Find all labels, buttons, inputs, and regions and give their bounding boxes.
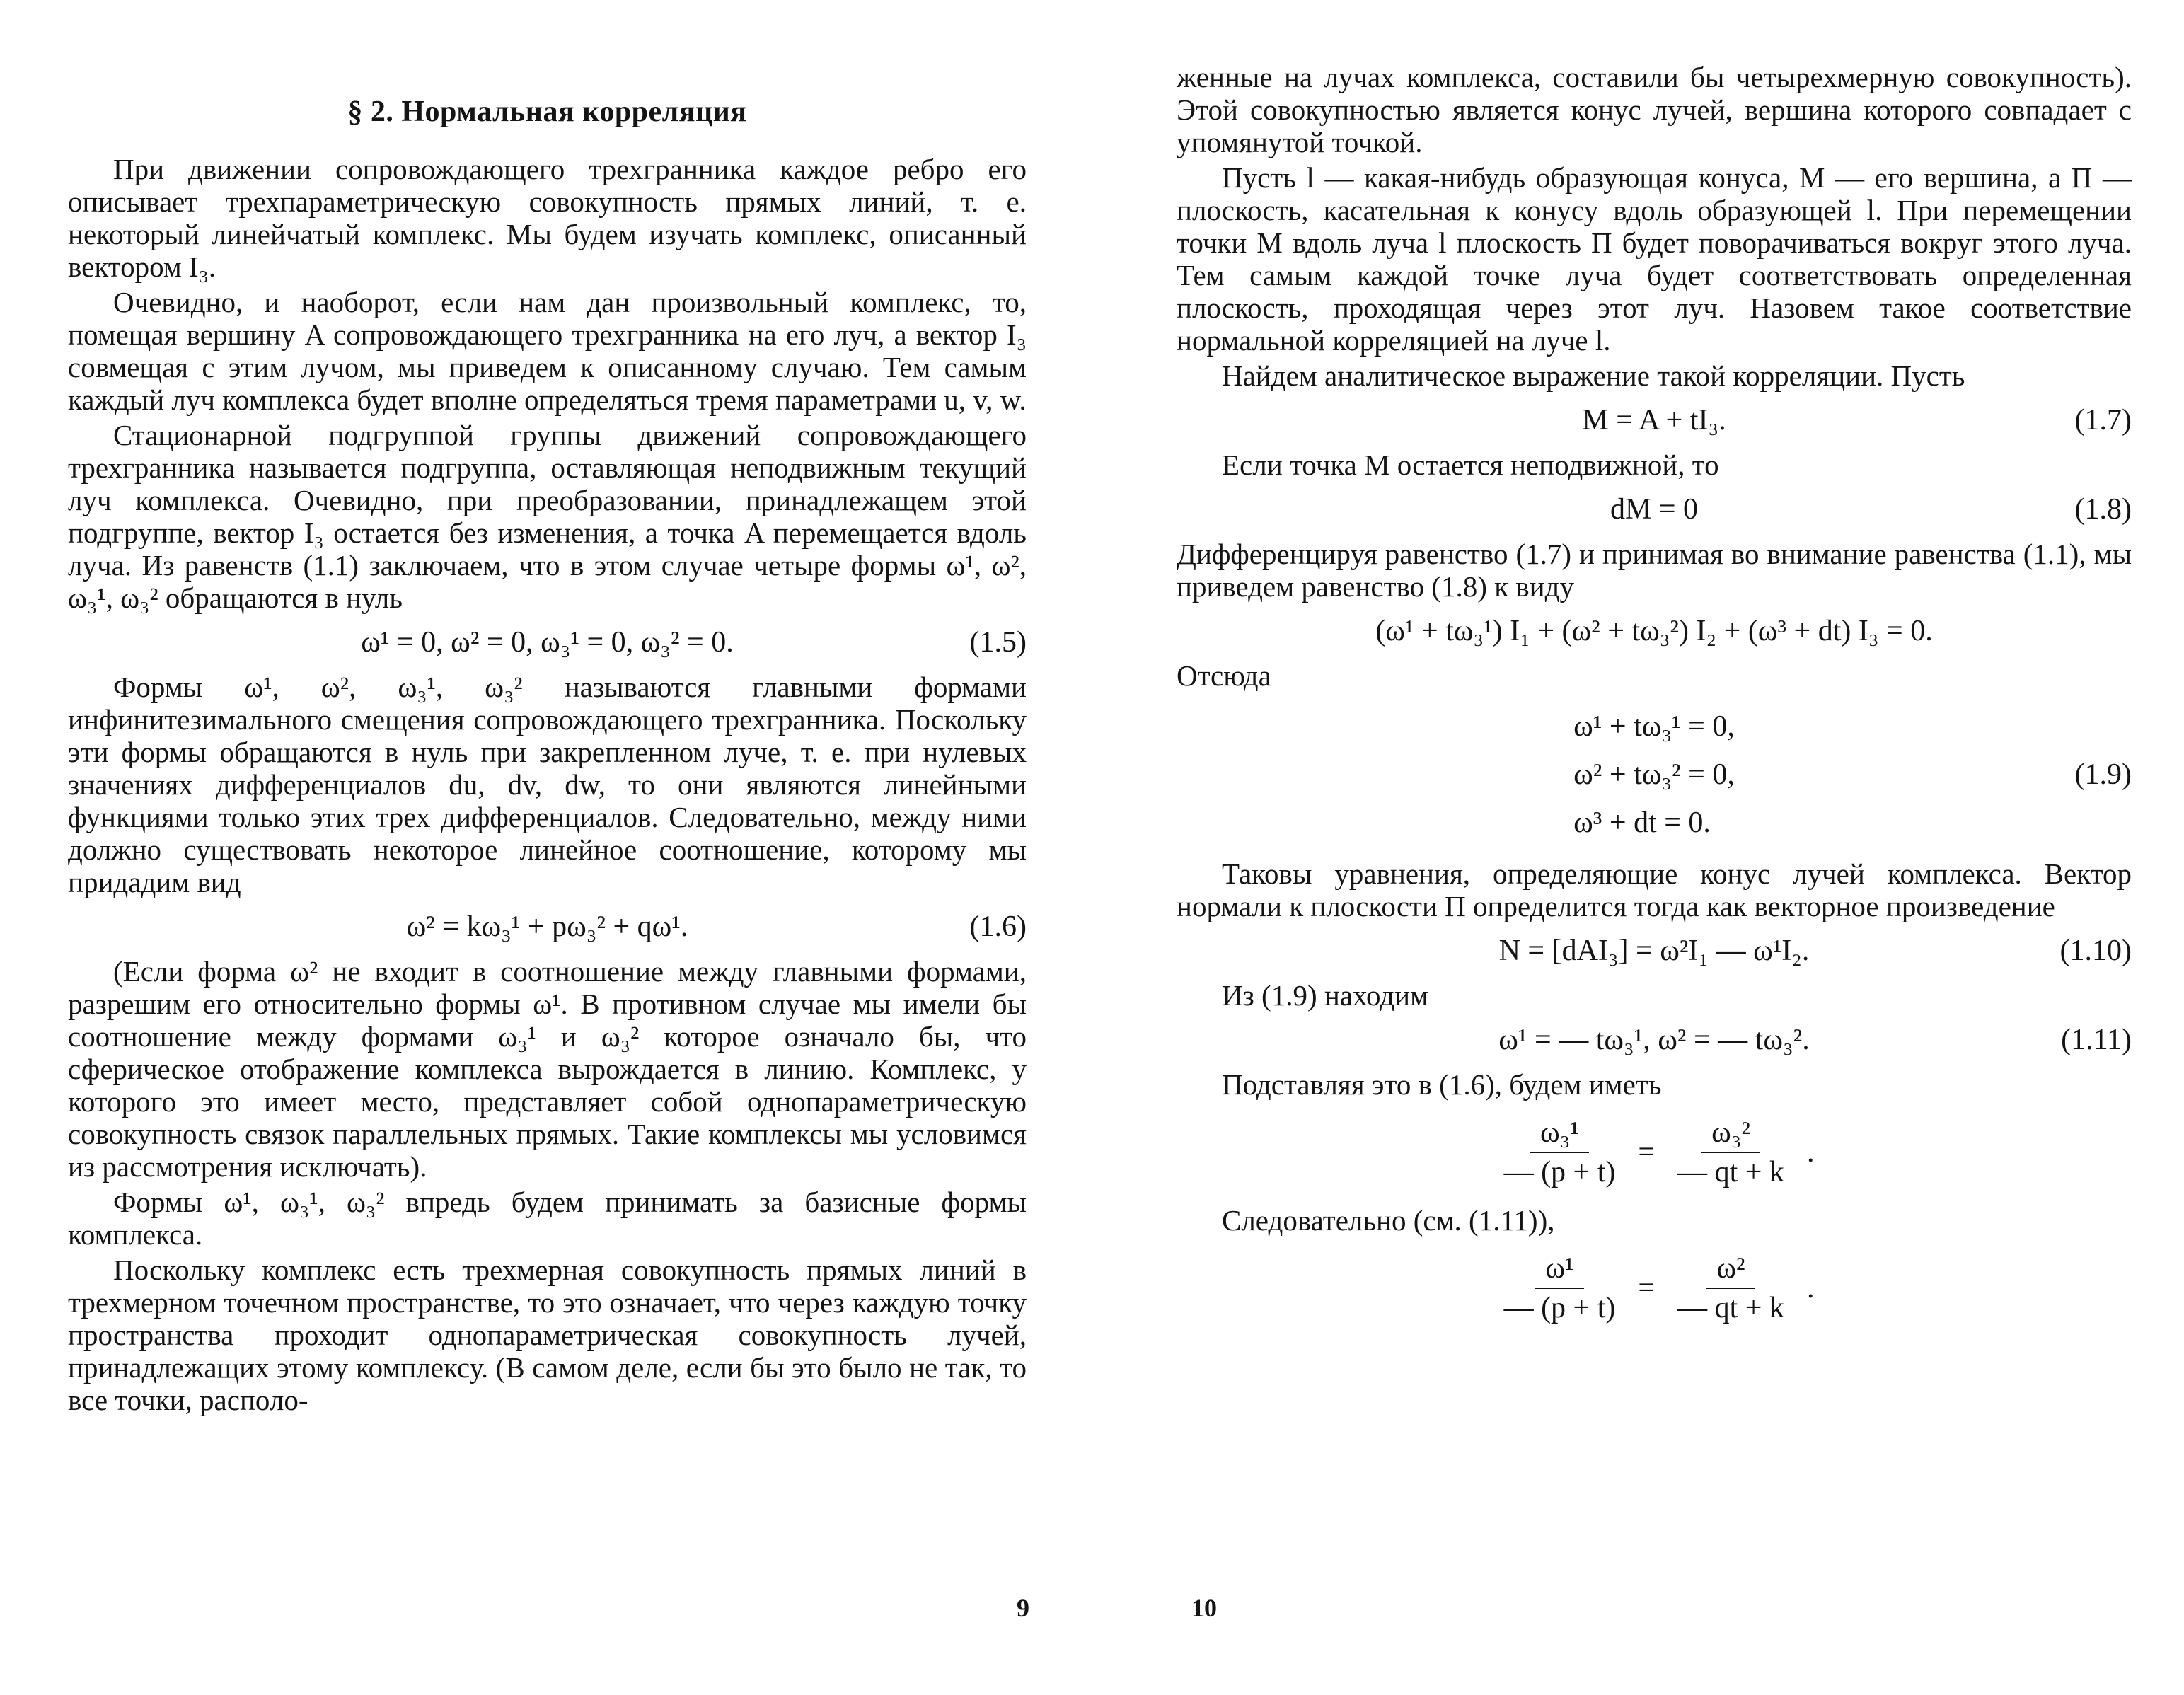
- paragraph: Стационарной подгруппой группы движений сопровождающего трехгранника называется подгруппа, оставляющая неподвижным текущий луч комплекса. Очевидно, при преобразовании, принадлежащем этой подгруппе, вектор I₃ остается без изменения, а точка A перемещается вдоль луча. Из равенств (1.1) заключаем, что в этом случае четыре формы ω¹, ω², ω₃¹, ω₃² обращаются в нуль: [68, 419, 1027, 614]
- equation-line: ω² + tω₃² = 0,: [1573, 758, 1735, 791]
- paragraph: При движении сопровождающего трехгранника каждое ребро его описывает трехпараметрическую совокупность прямых линий, т. е. некоторый линейчатый комплекс. Мы будем изучать комплекс, описанный вектором I₃.: [68, 153, 1027, 283]
- equation-formula: N = [dAI₃] = ω²I₁ — ω¹I₂.: [1498, 935, 1810, 967]
- equation-1-10: [1177, 932, 2132, 969]
- paragraph: Из (1.9) находим: [1222, 979, 1429, 1012]
- paragraph: Найдем аналитическое выражение такой корреляции. Пусть: [1222, 359, 1965, 392]
- equation-1-8: [1177, 491, 2132, 528]
- equation-number: (1.9): [2074, 758, 2132, 791]
- page-column: [1177, 61, 2132, 1324]
- equation-differential: [1177, 613, 2132, 649]
- numerator: ω²: [1706, 1252, 1755, 1289]
- denominator: — (p + t): [1503, 1156, 1616, 1188]
- equation-number: (1.8): [2074, 493, 2132, 526]
- page-right: [1092, 0, 2184, 1695]
- paragraph: Отсюда: [1177, 659, 1271, 692]
- equation-system: [1573, 710, 1735, 839]
- equation-1-9: [1177, 710, 2132, 839]
- page-number-left: 9: [1017, 1594, 1029, 1622]
- equation-formula: ω¹ = 0, ω² = 0, ω₃¹ = 0, ω₃² = 0.: [361, 626, 734, 659]
- equation-line: ω³ + dt = 0.: [1573, 806, 1711, 839]
- equation-1-6: [68, 908, 1027, 945]
- fraction-equation-2: [1177, 1252, 2132, 1324]
- fraction: [1668, 1252, 1794, 1324]
- paragraph: Дифференцируя равенство (1.7) и принимая во внимание равенства (1.1), мы приведем равенство (1.8) к виду: [1177, 538, 2132, 603]
- paragraph: Очевидно, и наоборот, если нам дан произвольный комплекс, то, помещая вершину A сопровождающего трехгранника на его луч, а вектор I₃ совмещая с этим лучом, мы приведем к описанному случаю. Тем самым каждый луч комплекса будет вполне определяться тремя параметрами u, v, w.: [68, 286, 1027, 416]
- equation-formula: M = A + tI₃.: [1582, 404, 1726, 436]
- paragraph: Формы ω¹, ω², ω₃¹, ω₃² называются главными формами инфинитезимального смещения сопровождающего трехгранника. Поскольку эти формы обращаются в нуль при закрепленном луче, т. е. при нулевых значениях дифференциалов du, dv, dw, то они являются линейными функциями только этих трех дифференциалов. Следовательно, между ними должно существовать некоторое линейное соотношение, которому мы придадим вид: [68, 671, 1027, 898]
- fraction: [1494, 1116, 1626, 1188]
- denominator: — qt + k: [1677, 1156, 1784, 1188]
- fraction: [1494, 1252, 1626, 1324]
- equation-number: (1.11): [2061, 1024, 2132, 1056]
- equation-line: ω¹ + tω₃¹ = 0,: [1573, 710, 1735, 743]
- equation-1-7: [1177, 402, 2132, 439]
- paragraph: Поскольку комплекс есть трехмерная совокупность прямых линий в трехмерном точечном пространстве, то это означает, что через каждую точку пространства проходит однопараметрическая совокупность лучей, принадлежащих этому комплексу. (В самом деле, если бы это было не так, то все точки, располо-: [68, 1254, 1027, 1416]
- denominator: — qt + k: [1677, 1292, 1784, 1324]
- numerator: ω₃¹: [1530, 1116, 1589, 1153]
- equation-1-5: [68, 624, 1027, 661]
- equals-sign: =: [1638, 1272, 1656, 1304]
- paragraph: Таковы уравнения, определяющие конус лучей комплекса. Вектор нормали к плоскости П определится тогда как векторное произведение: [1177, 857, 2132, 922]
- paragraph: Пусть l — какая-нибудь образующая конуса, M — его вершина, а П — плоскость, касательная к конусу вдоль образующей l. При перемещении точки M вдоль луча l плоскость П будет поворачиваться вокруг этого луча. Тем самым каждой точке луча будет соответствовать определенная плоскость, проходящая через этот луч. Назовем такое соответствие нормальной корреляцией на луче l.: [1177, 161, 2132, 357]
- numerator: ω₃²: [1701, 1116, 1760, 1153]
- paragraph: (Если форма ω² не входит в соотношение между главными формами, разрешим его относительно формы ω¹. В противном случае мы имели бы соотношение между формами ω₃¹ и ω₃² которое означало бы, что сферическое отображение комплекса вырождается в линию. Комплекс, у которого это имеет место, представляет собой однопараметрическую совокупность связок параллельных прямых. Такие комплексы мы условимся из рассмотрения исключать).: [68, 955, 1027, 1183]
- fraction-row: [1494, 1116, 1815, 1188]
- paragraph: Если точка M остается неподвижной, то: [1222, 449, 1719, 481]
- denominator: — (p + t): [1503, 1292, 1616, 1324]
- period: .: [1806, 1136, 1815, 1169]
- equation-formula: ω¹ = — tω₃¹, ω² = — tω₃².: [1498, 1024, 1810, 1056]
- equation-number: (1.5): [969, 626, 1027, 659]
- equation-number: (1.6): [969, 910, 1027, 943]
- paragraph: Следовательно (см. (1.11)),: [1222, 1204, 1555, 1237]
- equation-number: (1.10): [2059, 935, 2132, 967]
- paragraph: Формы ω¹, ω₃¹, ω₃² впредь будем принимать за базисные формы комплекса.: [68, 1186, 1027, 1251]
- equation-formula: dM = 0: [1610, 493, 1699, 526]
- fraction-equation-1: [1177, 1116, 2132, 1188]
- fraction-row: [1494, 1252, 1815, 1324]
- equation-formula: ω² = kω₃¹ + pω₃² + qω¹.: [406, 910, 688, 943]
- equals-sign: =: [1638, 1136, 1656, 1169]
- section-heading: § 2. Нормальная корреляция: [347, 96, 747, 128]
- numerator: ω¹: [1535, 1252, 1583, 1289]
- equation-formula: (ω¹ + tω₃¹) I₁ + (ω² + tω₃²) I₂ + (ω³ + dt) I₃ = 0.: [1375, 615, 1933, 647]
- equation-1-11: [1177, 1022, 2132, 1058]
- page-number-right: 10: [1191, 1594, 1217, 1622]
- equation-number: (1.7): [2074, 404, 2132, 436]
- fraction: [1668, 1116, 1794, 1188]
- paragraph: женные на лучах комплекса, составили бы четырехмерную совокупность). Этой совокупностью является конус лучей, вершина которого совпадает с упомянутой точкой.: [1177, 61, 2132, 158]
- paragraph: Подставляя это в (1.6), будем иметь: [1222, 1068, 1662, 1101]
- period: .: [1806, 1272, 1815, 1304]
